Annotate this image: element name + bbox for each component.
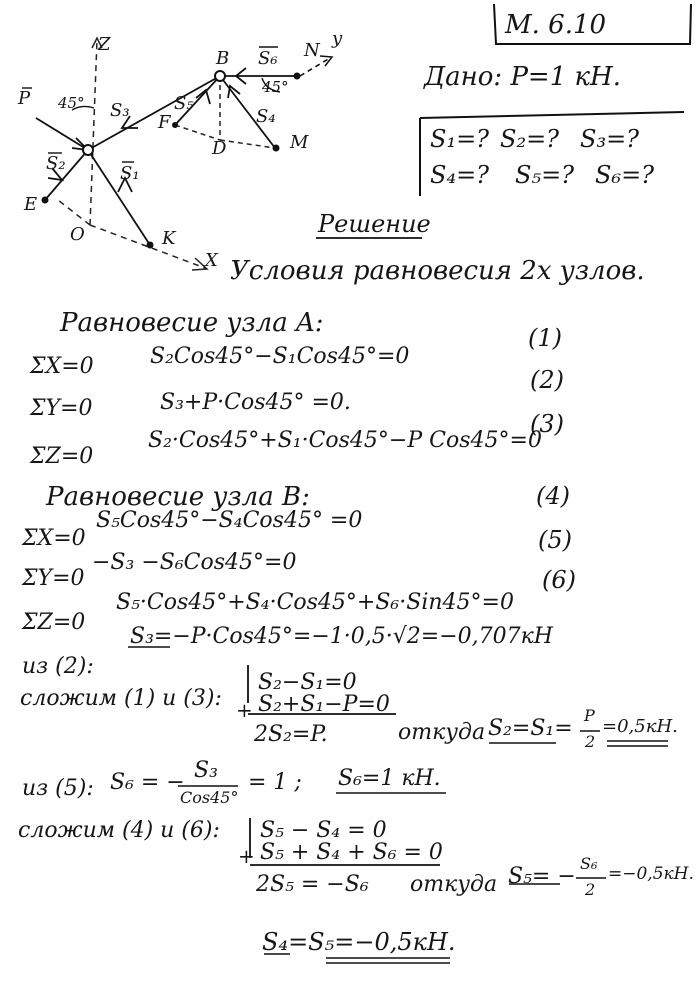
eq1-lhs: ΣX=0 [30,354,94,379]
s4-arrow [228,86,240,98]
add46-sum: 2S₅ = −S₆ [256,872,369,897]
node-a-title: Равновесие узла A: [60,308,324,338]
rod-s3 [88,76,220,150]
node-b [215,71,225,81]
label-s4: S₄ [256,106,276,127]
force-p-line [36,118,88,150]
eq3-number: (3) [530,410,564,438]
eq6-number: (6) [542,566,576,594]
given-box-top [420,112,684,118]
eq1-number: (1) [528,324,562,352]
eq3-lhs: ΣZ=0 [30,444,94,469]
label-s2: S₂ [46,153,66,174]
node-b-title: Равновесие узла B: [46,482,310,512]
add13-prefix: сложим (1) и (3): [20,686,222,711]
label-s6: S₆ [258,48,278,69]
eq4-number: (4) [536,482,570,510]
from5-prefix: из (5): [22,776,94,801]
label-n: N [304,40,320,61]
add46-frac-num: S₆ [580,854,598,873]
eq2-rhs: S₃+P·Cos45° =0. [160,390,351,415]
s5-arrow [196,90,210,104]
add46-prefix: сложим (4) и (6): [18,818,220,843]
from2-text: S₃=−P·Cos45°=−1·0,5·√2=−0,707кН [130,624,553,649]
label-f: F [158,112,171,133]
add13-whence: откуда [398,720,486,745]
add13-row2: S₂+S₁−P=0 [258,692,390,717]
from5-result: S₆=1 кН. [338,766,441,791]
solution-subtitle: Условия равновесия 2х узлов. [230,256,645,286]
add13-result-lhs: S₂=S₁= [488,716,573,741]
label-angle-a: 45° [58,94,85,112]
label-b: B [216,48,230,69]
label-angle-b: 45° [262,78,289,96]
oe-dashed [58,200,90,225]
eq5-lhs: ΣY=0 [22,566,85,591]
dm-dashed [220,140,275,148]
eq4-rhs: S₅Cos45°−S₄Cos45° =0 [96,508,363,533]
add46-frac-den: 2 [585,880,596,899]
add46-lhs: S₅= − [508,864,576,889]
point-n [294,73,301,80]
eq4-lhs: ΣX=0 [22,526,86,551]
label-z: Z [98,34,111,55]
point-k [147,242,154,249]
unknown-s2: S₂=? [500,125,560,153]
add13-plus: + [236,698,253,722]
label-m: M [290,132,309,153]
unknown-s3: S₃=? [580,125,640,153]
add46-row2: S₅ + S₄ + S₆ = 0 [260,840,443,865]
label-e: E [24,194,38,215]
label-p: P [18,88,31,109]
from2-prefix: из (2): [22,654,94,679]
add46-rhs: =−0,5кН. [608,864,694,884]
label-s3: S₃ [110,100,130,121]
unknown-s1: S₁=? [430,125,490,153]
label-o: O [70,224,85,245]
label-y: y [332,28,343,49]
given-line: Дано: P=1 кН. [424,62,621,92]
problem-code: M. 6.10 [505,10,607,40]
from5-rhs: = 1 ; [248,770,302,795]
add46-row1: S₅ − S₄ = 0 [260,818,387,843]
unknown-s4: S₄=? [430,161,490,189]
label-s1: S₁ [120,163,140,184]
point-e [42,197,49,204]
solution-heading: Решение [318,210,431,238]
eq5-rhs: −S₃ −S₆Cos45°=0 [92,550,297,575]
label-d: D [212,138,227,159]
point-f [172,122,178,128]
node-a [83,145,93,155]
add13-frac-den: 2 [585,732,596,751]
unknown-s5: S₅=? [515,161,575,189]
add13-sum: 2S₂=P. [254,722,328,747]
eq2-lhs: ΣY=0 [30,396,93,421]
label-k: K [162,228,176,249]
from5-frac-num: S₃ [194,758,218,783]
eq3-rhs: S₂·Cos45°+S₁·Cos45°−P Cos45°=0 [148,428,542,453]
eq1-rhs: S₂Cos45°−S₁Cos45°=0 [150,344,410,369]
eq2-number: (2) [530,366,564,394]
label-s5: S₅ [174,93,194,114]
point-m [273,145,280,152]
add46-plus: + [238,844,255,868]
rod-s1 [88,150,150,245]
from5-frac-den: Cos45° [180,788,239,807]
unknown-s6: S₆=? [595,161,655,189]
add13-row1: S₂−S₁=0 [258,670,357,695]
add13-frac-num: P [584,706,595,725]
add13-result-rhs: =0,5кН. [602,716,678,737]
label-x: X [205,250,218,271]
final-result: S₄=S₅=−0,5кН. [262,928,456,956]
eq6-lhs: ΣZ=0 [22,610,86,635]
add46-whence: откуда [410,872,498,897]
eq6-rhs: S₅·Cos45°+S₄·Cos45°+S₆·Sin45°=0 [116,590,514,615]
eq5-number: (5) [538,526,572,554]
from5-lhs: S₆ = − [110,770,185,795]
z-axis [90,40,97,225]
